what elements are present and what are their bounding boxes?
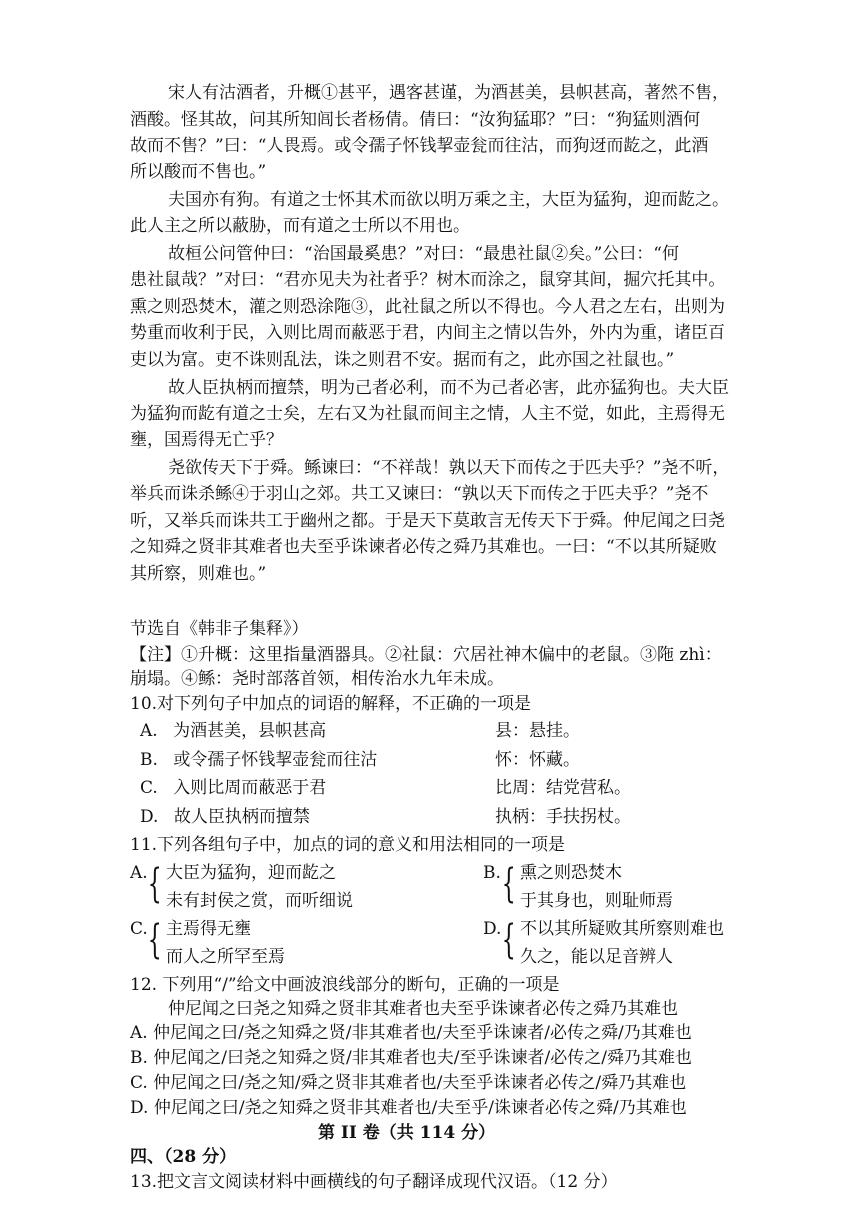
brace-icon: { [501,917,516,963]
option-text: 故人臣执柄而擅禁 [173,807,310,827]
option-text: 入则比周而蔽恶于君 [173,778,327,798]
q10-gloss-a: 县：悬挂。 [495,721,580,741]
passage-line: 故桓公问管仲曰：“治国最奚患？”对曰：“最患社鼠②矣。”公曰：“何 [168,244,679,264]
section-heading: 四、（28 分） [130,1147,237,1167]
q10-option-a [140,719,326,743]
passage-line: 故人臣执柄而擅禁，明为己者必利，而不为己者必害，此亦猛狗也。夫大臣 [168,378,729,398]
passage-line: 壅，国焉得无亡乎？ [130,430,283,450]
q11-option-d-letter: D. [483,919,502,939]
q12-option-a: A. 仲尼闻之曰/尧之知舜之贤/非其难者也/夫至乎诛谏者/必传之舜/乃其难也 [130,1023,692,1043]
option-letter: B. [140,750,158,770]
q11-option-b-line2: 于其身也，则耻师焉 [520,891,673,911]
passage-line: 势重而收利于民，入则比周而蔽恶于君，内间主之情以告外，外内为重，诸臣百 [130,323,725,343]
q10-option-c [140,776,326,800]
passage-line: 故而不售？”曰：“人畏焉。或令孺子怀钱挈壶瓮而往沽，而狗迓而龁之，此酒 [130,136,709,156]
q12-option-b: B. 仲尼闻之/曰尧之知舜之贤/非其难者也夫/至乎诛谏者/必传之/舜乃其难也 [130,1048,692,1068]
option-text: 或令孺子怀钱挈壶瓮而往沽 [173,750,378,770]
passage-line: 吏以为富。吏不诛则乱法，诛之则君不安。据而有之，此亦国之社鼠也。” [130,350,675,370]
q11-option-c-letter: C. [130,919,148,939]
passage-line: 熏之则恐焚木，灌之则恐涂陁③，此社鼠之所以不得也。今人君之左右，出则为 [130,297,725,317]
q10-gloss-c: 比周：结党营私。 [495,778,631,798]
question-12-sentence: 仲尼闻之曰尧之知舜之贤非其难者也夫至乎诛谏者必传之舜乃其难也 [168,999,678,1019]
passage-line: 酒酸。怪其故，问其所知闾长者杨倩。倩曰：“汝狗猛耶？”曰：“狗猛则酒何 [130,110,701,130]
q11-option-d-line1: 不以其所疑败其所察则难也 [520,919,724,939]
q11-option-a-letter: A. [130,863,148,883]
q10-option-d [140,805,310,829]
annotation-line: 【注】①升概：这里指量酒器具。②社鼠：穴居社神木偏中的老鼠。③陁 zhì： [130,645,722,665]
question-10-stem: 10.对下列句子中加点的词语的解释，不正确的一项是 [130,694,532,714]
q12-option-c: C. 仲尼闻之曰/尧之知/舜之贤非其难者也/夫至乎诛谏者必传之/舜乃其难也 [130,1073,687,1093]
option-letter: A. [140,721,158,741]
passage-line: 之知舜之贤非其难者也夫至乎诛谏者必传之舜乃其难也。一曰：“不以其所疑败 [130,537,717,557]
passage-line: 患社鼠哉？”对曰：“君亦见夫为社者乎？树木而涂之，鼠穿其间，掘穴托其中。 [130,270,726,290]
q10-gloss-b: 怀：怀藏。 [495,750,580,770]
question-11-stem: 11.下列各组句子中，加点的词的意义和用法相同的一项是 [130,835,566,855]
passage-line: 夫国亦有狗。有道之士怀其术而欲以明万乘之主，大臣为猛狗，迎而龁之。 [168,190,729,210]
q11-option-b-line1: 熏之则恐焚木 [520,863,622,883]
brace-icon: { [147,917,162,963]
q10-option-b [140,748,377,772]
passage-line: 举兵而诛杀鲧④于羽山之郊。共工又谏曰：“孰以天下而传之于匹夫乎？”尧不 [130,484,709,504]
volume-heading: 第 II 卷（共 114 分） [318,1123,496,1143]
q11-option-c-line2: 而人之所罕至焉 [166,947,285,967]
q10-gloss-d: 执柄：手扶拐杖。 [495,807,631,827]
q11-option-a-line2: 未有封侯之赏，而听细说 [166,891,353,911]
passage-line: 尧欲传天下于舜。鲧谏曰：“不祥哉！孰以天下而传之于匹夫乎？”尧不听， [168,458,730,478]
option-letter: C. [140,778,158,798]
brace-icon: { [501,861,516,907]
passage-line: 听，又举兵而诛共工于幽州之都。于是天下莫敢言无传天下于舜。仲尼闻之曰尧 [130,511,725,531]
passage-line: 此人主之所以蔽胁，而有道之士所以不用也。 [130,216,470,236]
brace-icon: { [147,861,162,907]
annotation-line: 崩塌。④鲧：尧时部落首领，相传治水九年未成。 [130,669,504,689]
passage-line: 其所察，则难也。” [130,564,267,584]
question-12-stem: 12. 下列用“/”给文中画波浪线部分的断句，正确的一项是 [130,975,560,995]
q11-option-a-line1: 大臣为猛狗，迎而龁之 [166,863,336,883]
passage-line: 所以酸而不售也。” [130,162,267,182]
source-citation: 节选自《韩非子集释》） [130,619,309,639]
q11-option-b-letter: B. [483,863,501,883]
q11-option-d-line2: 久之，能以足音辨人 [520,947,673,967]
option-text: 为酒甚美，县帜甚高 [173,721,327,741]
q12-option-d: D. 仲尼闻之曰/尧之知舜之贤非其难者也/夫至乎/诛谏者必传之舜/乃其难也 [130,1098,687,1118]
q11-option-c-line1: 主焉得无壅 [166,919,251,939]
question-13-stem: 13.把文言文阅读材料中画横线的句子翻译成现代汉语。（12 分） [130,1172,618,1192]
option-letter: D. [140,807,159,827]
passage-line: 为猛狗而龁有道之士矣，左右又为社鼠而间主之情，人主不觉，如此，主焉得无 [130,404,725,424]
passage-line: 宋人有沽酒者，升概①甚平，遇客甚谨，为酒甚美，县帜甚高，著然不售， [168,83,729,103]
